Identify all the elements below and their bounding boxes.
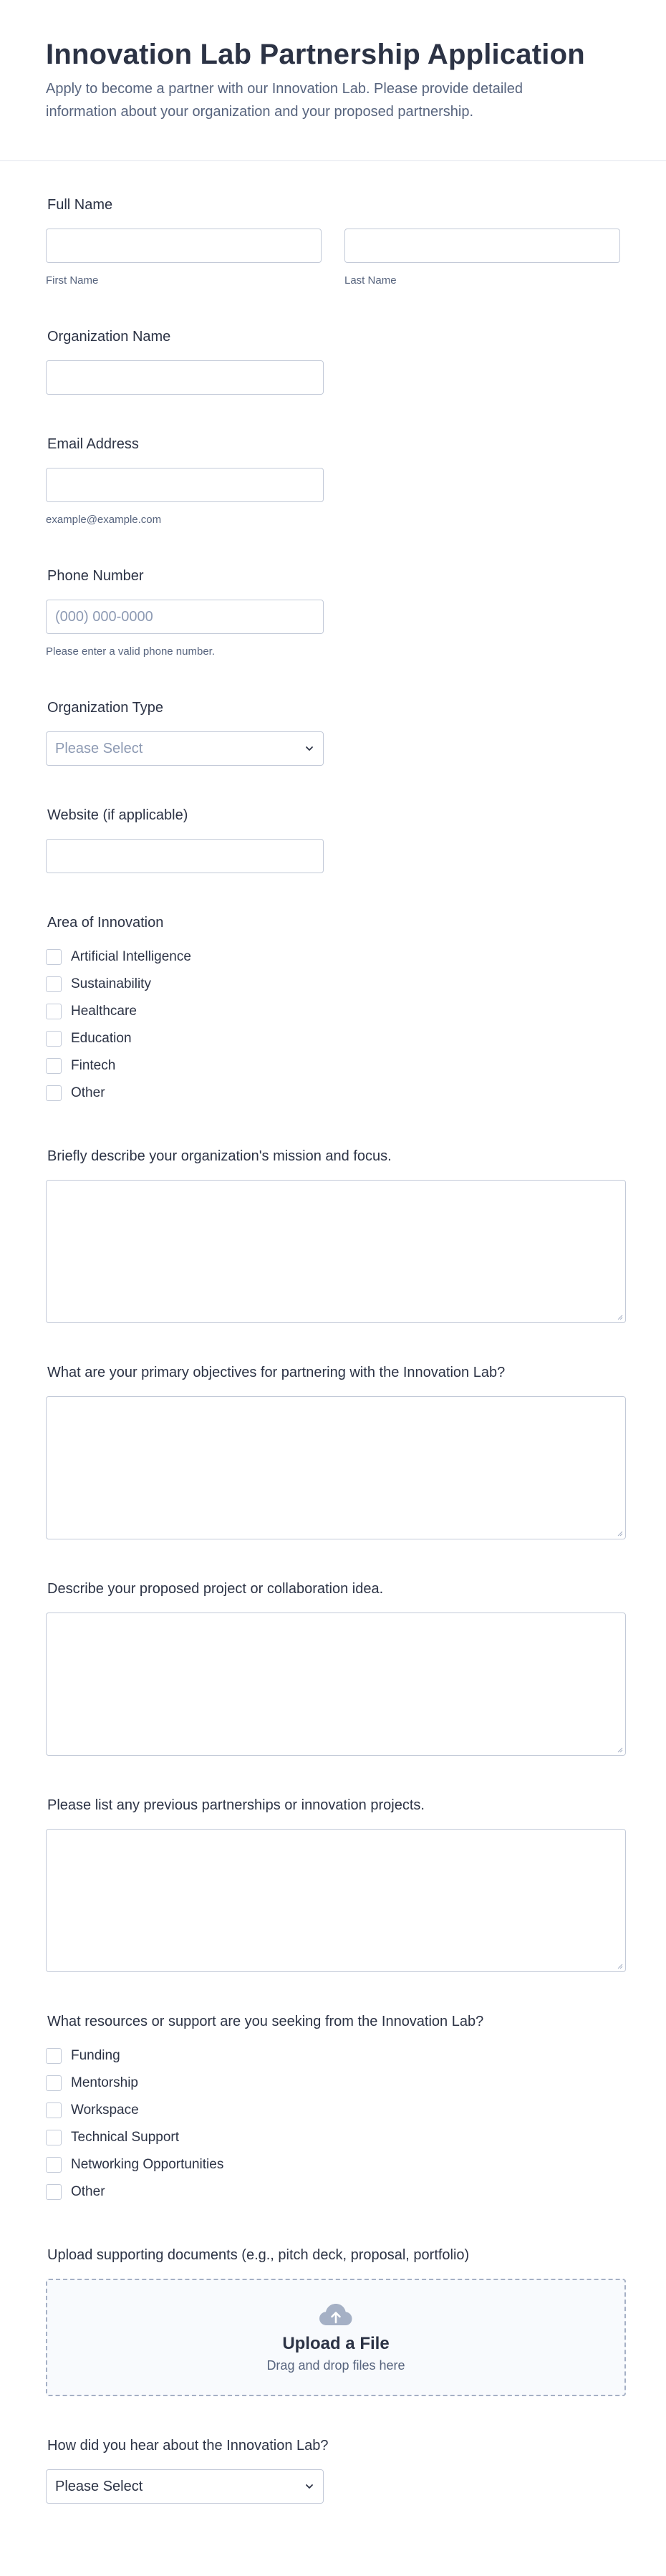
checkbox-option[interactable] [46,1025,620,1052]
project-label: Describe your proposed project or collaboration idea. [47,1581,384,1597]
resize-grip-icon[interactable] [616,1746,623,1753]
checkbox-option[interactable] [46,998,620,1025]
email-field [46,435,620,527]
checkbox-label: Networking Opportunities [71,2157,224,2172]
checkbox-label: Funding [71,2048,120,2063]
email-sublabel: example@example.com [46,514,162,526]
upload-title: Upload a File [282,2333,390,2353]
email-label: Email Address [47,436,139,452]
checkbox-label: Mentorship [71,2075,138,2090]
checkbox[interactable] [46,1031,62,1047]
checkbox[interactable] [46,2157,62,2173]
mission-field [46,1147,620,1323]
checkbox-label: Healthcare [71,1004,137,1019]
checkbox-option[interactable] [46,2124,620,2151]
checkbox-label: Workspace [71,2102,139,2118]
referral-field [46,2436,620,2504]
first-name-sublabel: First Name [46,274,99,287]
organization-name-input[interactable] [46,360,324,395]
checkbox-label: Sustainability [71,976,151,991]
checkbox-option[interactable] [46,943,620,971]
application-form [0,161,666,2504]
checkbox-label: Fintech [71,1058,116,1073]
page-title: Innovation Lab Partnership Application [46,39,585,70]
checkbox-label: Other [71,2184,105,2199]
referral-select[interactable] [46,2469,324,2504]
checkbox-option[interactable] [46,2097,620,2124]
checkbox-label: Other [71,1085,105,1100]
checkbox[interactable] [46,2048,62,2064]
referral-value: Please Select [55,2478,143,2494]
checkbox[interactable] [46,2184,62,2200]
checkbox[interactable] [46,1004,62,1019]
checkbox[interactable] [46,1058,62,1074]
checkbox[interactable] [46,976,62,992]
resize-grip-icon[interactable] [616,1313,623,1320]
upload-subtitle: Drag and drop files here [266,2358,405,2373]
objectives-textarea[interactable] [46,1396,626,1539]
full-name-field [46,196,620,287]
phone-input[interactable] [46,600,324,634]
upload-label: Upload supporting documents (e.g., pitch deck, proposal, portfolio) [47,2247,470,2263]
organization-type-value: Please Select [55,740,143,756]
form-header [0,0,666,161]
objectives-label: What are your primary objectives for partnering with the Innovation Lab? [47,1365,506,1380]
checkbox-label: Artificial Intelligence [71,949,191,964]
phone-field [46,567,620,658]
full-name-label: Full Name [47,197,113,213]
organization-name-field [46,327,620,395]
checkbox[interactable] [46,2102,62,2118]
referral-label: How did you hear about the Innovation Lab? [47,2438,329,2454]
resources-field [46,2012,620,2206]
checkbox-label: Education [71,1031,132,1046]
resources-options [46,2042,620,2206]
resources-label: What resources or support are you seeking from the Innovation Lab? [47,2014,484,2029]
checkbox-option[interactable] [46,2151,620,2178]
resize-grip-icon[interactable] [616,1529,623,1537]
checkbox-option[interactable] [46,1080,620,1107]
checkbox[interactable] [46,2075,62,2091]
project-textarea[interactable] [46,1613,626,1756]
checkbox-option[interactable] [46,1052,620,1080]
website-field [46,806,620,873]
organization-name-label: Organization Name [47,329,171,345]
checkbox[interactable] [46,949,62,965]
email-input[interactable] [46,468,324,502]
objectives-field [46,1363,620,1539]
website-input[interactable] [46,839,324,873]
last-name-input[interactable] [344,229,620,263]
page-subtitle: Apply to become a partner with our Innovation Lab. Please provide detailed information about your organization and your proposed partnership. [46,81,523,120]
organization-type-select[interactable] [46,731,324,766]
resize-grip-icon[interactable] [616,1962,623,1969]
website-label: Website (if applicable) [47,807,188,823]
mission-textarea[interactable] [46,1180,626,1323]
chevron-down-icon [304,744,314,754]
mission-label: Briefly describe your organization's mission and focus. [47,1148,392,1164]
organization-type-field [46,698,620,766]
cloud-upload-icon [319,2302,353,2327]
checkbox-option[interactable] [46,2070,620,2097]
checkbox-option[interactable] [46,971,620,998]
file-upload-dropzone[interactable] [46,2279,626,2396]
checkbox[interactable] [46,1085,62,1101]
upload-field [46,2246,620,2396]
checkbox-option[interactable] [46,2042,620,2070]
checkbox-label: Technical Support [71,2130,180,2145]
last-name-sublabel: Last Name [344,274,397,287]
area-of-innovation-label: Area of Innovation [47,915,164,931]
phone-sublabel: Please enter a valid phone number. [46,645,215,658]
checkbox-option[interactable] [46,2178,620,2206]
checkbox[interactable] [46,2130,62,2145]
previous-partnerships-field [46,1796,620,1972]
previous-partnerships-label: Please list any previous partnerships or innovation projects. [47,1797,425,1813]
chevron-down-icon [304,2481,314,2491]
organization-type-label: Organization Type [47,700,163,716]
previous-partnerships-textarea[interactable] [46,1829,626,1972]
area-of-innovation-field [46,913,620,1107]
project-field [46,1580,620,1756]
phone-label: Phone Number [47,568,144,584]
first-name-input[interactable] [46,229,322,263]
area-of-innovation-options [46,943,620,1107]
